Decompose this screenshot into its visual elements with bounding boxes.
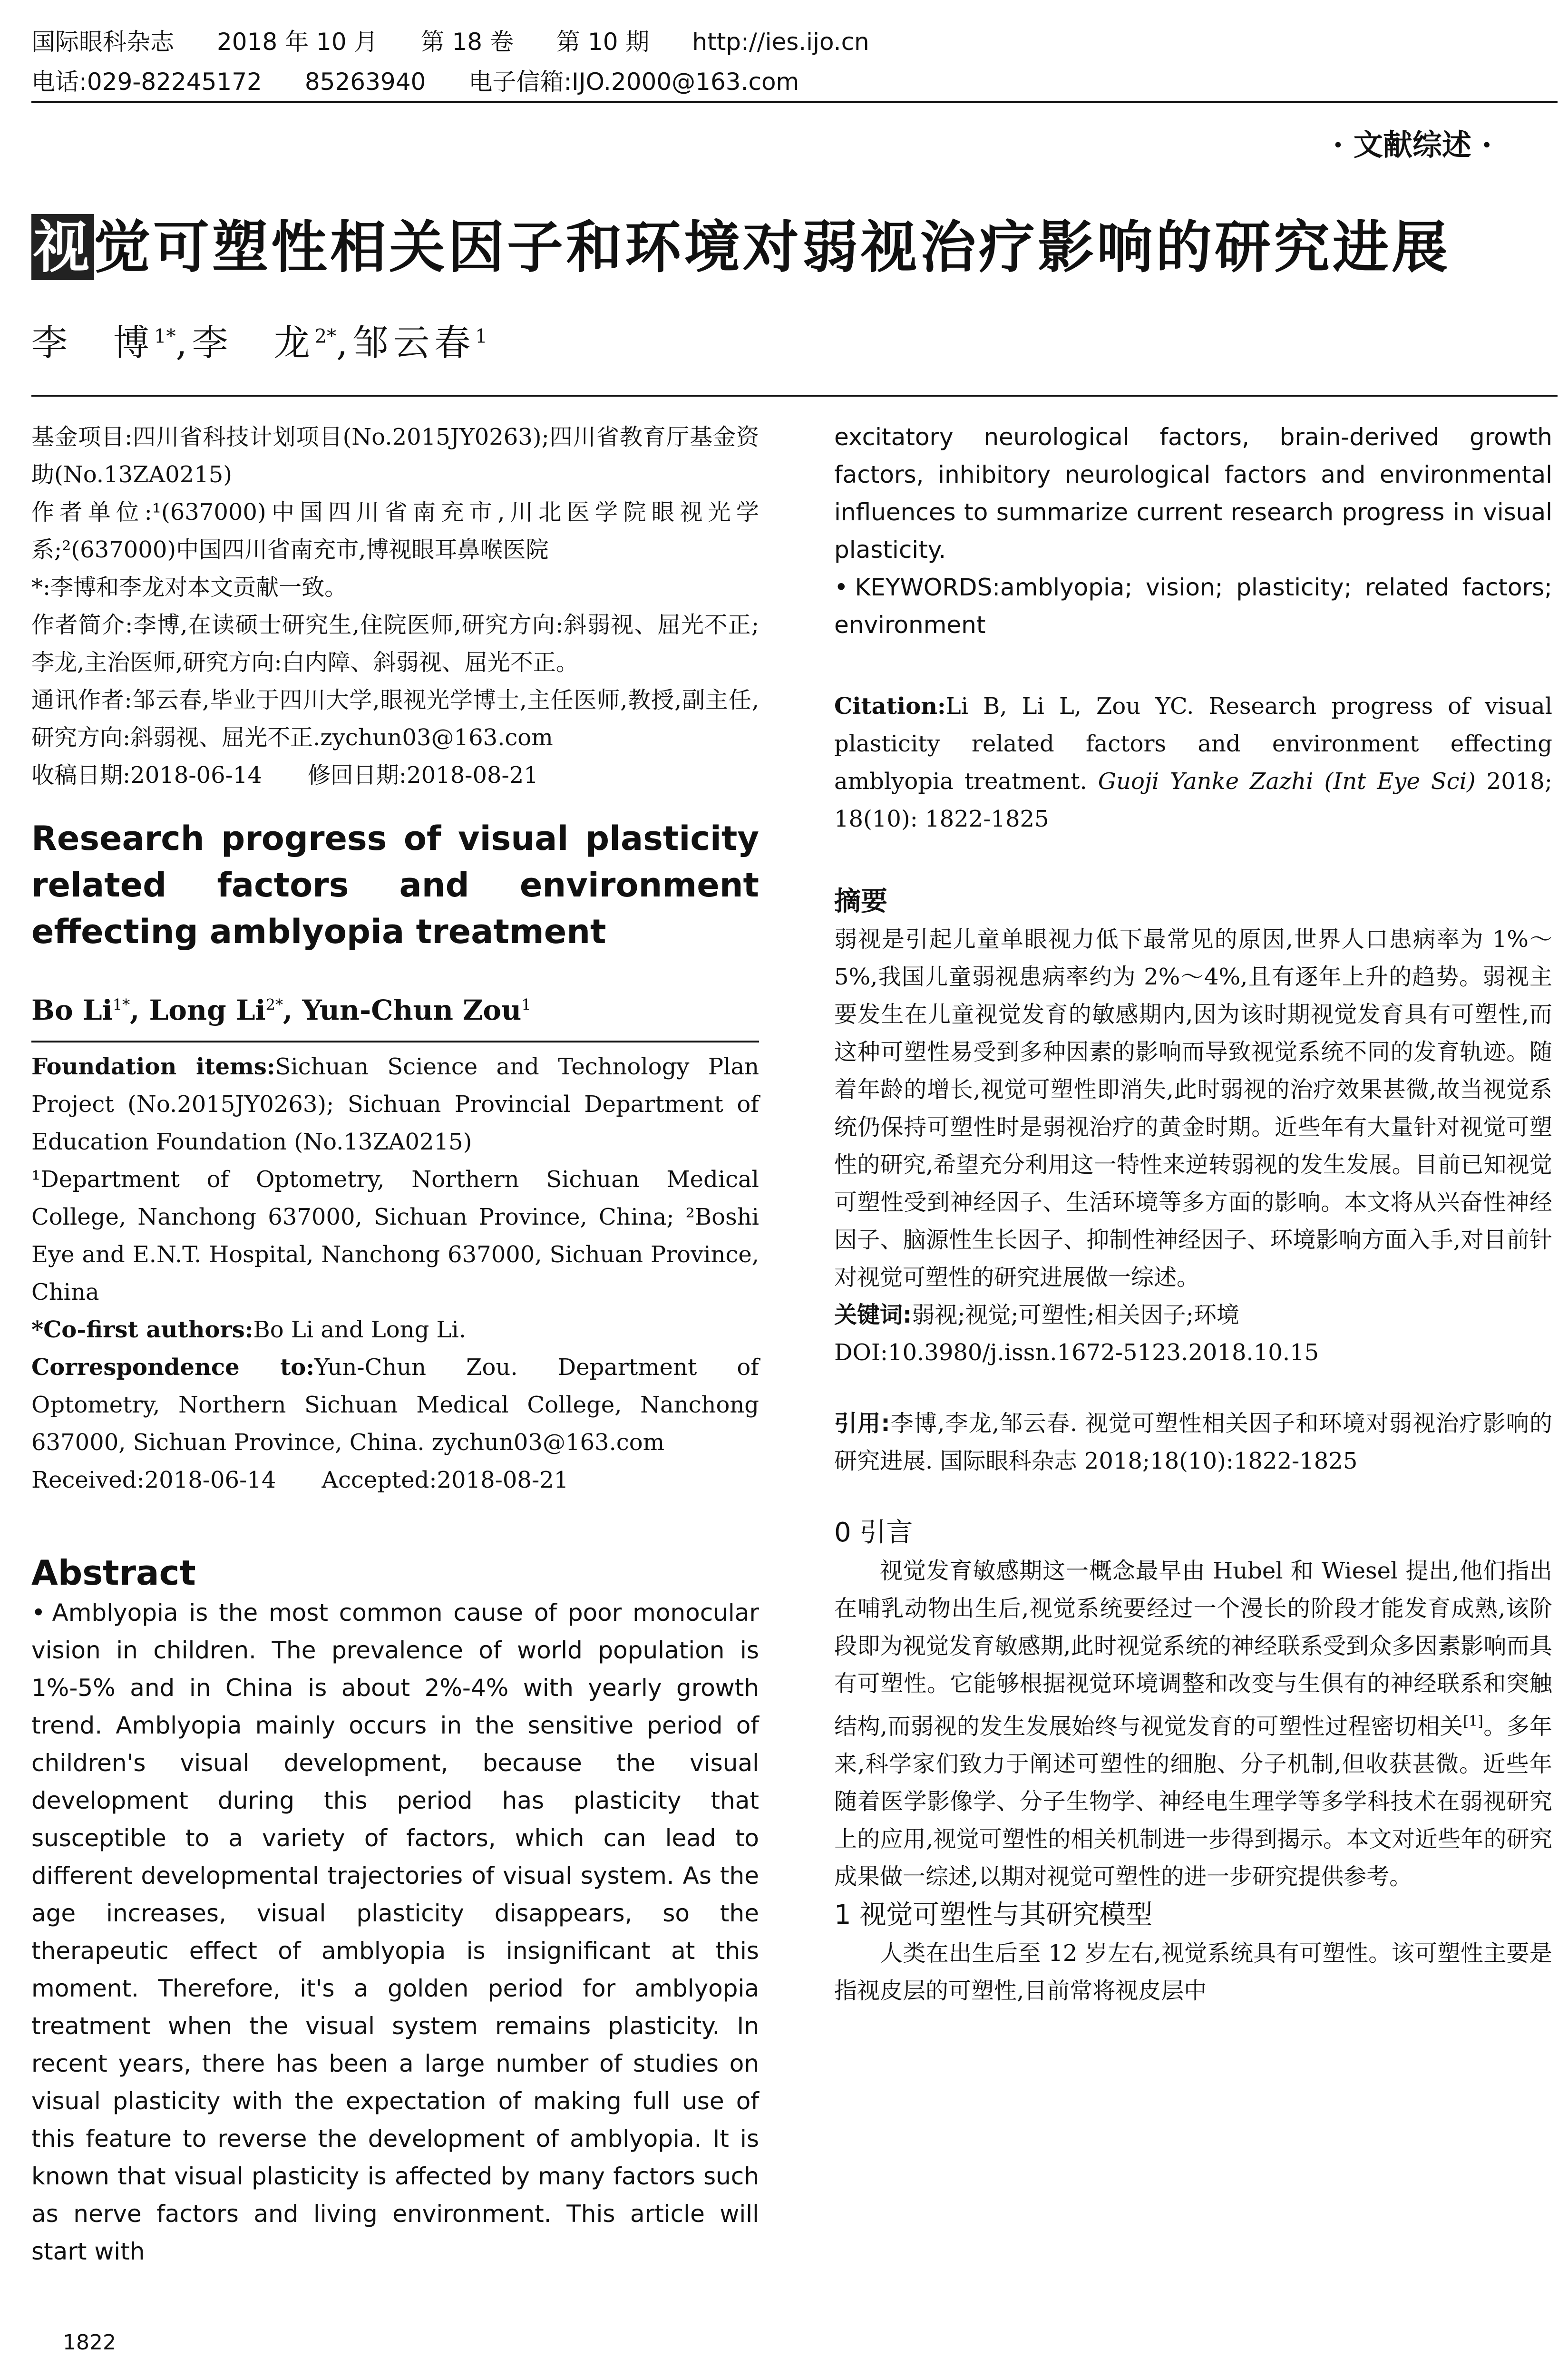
right-column xyxy=(834,419,1552,2010)
section-0-heading: 0 引言 xyxy=(834,1517,913,1548)
journal-header-line-2 xyxy=(31,63,842,97)
english-title: Research progress of visual plasticity related factors and environment effecting amblyopia treatment xyxy=(31,819,759,951)
article-title xyxy=(31,202,1451,283)
volume: 第 18 卷 xyxy=(420,28,514,56)
title-rest: 觉可塑性相关因子和环境对弱视治疗影响的研究进展 xyxy=(94,214,1451,280)
en-author-3: , Yun-Chun Zou xyxy=(283,994,522,1026)
en-author-2-mark: 2* xyxy=(265,995,283,1014)
section-tag: · 文献综述 · xyxy=(1333,127,1492,162)
citation-text-1: Li B, Li L, Zou YC. Research progress of visual plasticity related factors and environment effecting amblyopia treatment. xyxy=(834,693,1552,795)
zh-keywords-label: 关键词: xyxy=(834,1302,912,1328)
citation-cn-text: 李博,李龙,邹云春. 视觉可塑性相关因子和环境对弱视治疗影响的研究进展. 国际眼科杂志 2018;18(10):1822-1825 xyxy=(834,1410,1552,1474)
section-0-text-a: 视觉发育敏感期这一概念最早由 Hubel 和 Wiesel 提出,他们指出在哺乳动物出生后,视觉系统要经过一个漫长的阶段才能发育成熟,该阶段即为视觉发育敏感期,此时视觉系统的神经联系受到众多因素影响而具有可塑性。它能够根据视觉环境调整和改变与生俱有的神经联系和突触结构,而弱视的发生发展始终与视觉发育的可塑性过程密切相关 xyxy=(834,1558,1552,1740)
left-column xyxy=(31,419,759,2270)
abstract-continued: excitatory neurological factors, brain-derived growth factors, inhibitory neurological factors and environmental influences to summarize current research progress in visual plasticity. xyxy=(834,423,1552,564)
keywords-en xyxy=(834,569,1552,644)
en-author-1: Bo Li xyxy=(31,994,113,1026)
zh-keywords-text: 弱视;视觉;可塑性;相关因子;环境 xyxy=(912,1302,1239,1328)
issue-date: 2018 年 10 月 xyxy=(217,28,378,56)
issue-number: 第 10 期 xyxy=(556,28,650,56)
correspondence-en-label: Correspondence to: xyxy=(31,1354,315,1381)
authors-cn xyxy=(31,314,487,366)
keywords-en-label: KEYWORDS: xyxy=(855,574,1001,601)
section-0-text-b: 。多年来,科学家们致力于阐述可塑性的细胞、分子机制,但收获甚微。近些年随着医学影像学、分子生物学、神经电生理学等多学科技术在弱视研究上的应用,视觉可塑性的相关机制进一步得到揭示。本文对近些年的研究成果做一综述,以期对视觉可塑性的进一步研究提供参考。 xyxy=(834,1713,1552,1890)
affiliation-en: ¹Department of Optometry, Northern Sichuan Medical College, Nanchong 637000, Sichuan Province, China; ²Boshi Eye and E.N.T. Hospital, Nanchong 637000, Sichuan Province, China xyxy=(31,1166,759,1305)
citation-text-2: 2018; 18(10): 1822-1825 xyxy=(834,768,1552,832)
journal-url[interactable]: http://ies.ijo.cn xyxy=(692,28,869,56)
keywords-bullet: • xyxy=(834,574,848,601)
en-author-2: , Long Li xyxy=(130,994,266,1026)
meta-cn xyxy=(31,419,759,794)
citation-cn-label: 引用: xyxy=(834,1410,890,1437)
dates-cn: 收稿日期:2018-06-14 修回日期:2018-08-21 xyxy=(31,762,538,789)
abstract-heading: Abstract xyxy=(31,1553,196,1593)
foundation-en-text: Sichuan Science and Technology Plan Project (No.2015JY0263); Sichuan Provincial Department of Education Foundation (No.13ZA0215) xyxy=(31,1053,760,1155)
header-divider xyxy=(31,101,1558,103)
foundation-en-label: Foundation items: xyxy=(31,1053,275,1080)
cofirst-en-text: Bo Li and Long Li. xyxy=(253,1316,467,1343)
keywords-en-text: amblyopia; vision; plasticity; related factors; environment xyxy=(834,574,1552,639)
cofirst-en-label: *Co-first authors: xyxy=(31,1316,253,1343)
cofirst-en xyxy=(31,1311,759,1349)
zh-abstract-heading: 摘要 xyxy=(834,886,887,917)
email[interactable]: 电子信箱:IJO.2000@163.com xyxy=(468,68,799,96)
author-bio-cn: 作者简介:李博,在读硕士研究生,住院医师,研究方向:斜弱视、屈光不正;李龙,主治医师,研究方向:白内障、斜弱视、屈光不正。 xyxy=(31,612,759,676)
section-1-heading: 1 视觉可塑性与其研究模型 xyxy=(834,1900,1153,1930)
received-accepted-en: Received:2018-06-14 Accepted:2018-08-21 xyxy=(31,1467,569,1493)
page-number: 1822 xyxy=(63,2330,116,2355)
author-1: 李 博 xyxy=(31,321,154,364)
citation-en xyxy=(834,688,1552,838)
correspondence-cn: 通讯作者:邹云春,毕业于四川大学,眼视光学博士,主任医师,教授,副主任,研究方向:斜弱视、屈光不正.zychun03@163.com xyxy=(31,687,759,751)
journal-header-line-1 xyxy=(31,23,912,57)
correspondence-en xyxy=(31,1349,759,1461)
zh-abstract-body: 弱视是引起儿童单眼视力低下最常见的原因,世界人口患病率为 1%～5%,我国儿童弱视患病率约为 2%～4%,且有逐年上升的趋势。弱视主要发生在儿童视觉发育的敏感期内,因为该时期视觉发育具有可塑性,而这种可塑性易受到多种因素的影响而导致视觉系统不同的发育轨迹。随着年龄的增长,视觉可塑性即消失,此时弱视的治疗效果甚微,故当视觉系统仍保持可塑性时是弱视治疗的黄金时期。近些年有大量针对视觉可塑性的研究,希望充分利用这一特性来逆转弱视的发生发展。目前已知视觉可塑性受到神经因子、生活环境等多方面的影响。本文将从兴奋性神经因子、脑源性生长因子、抑制性神经因子、环境影响方面入手,对目前针对视觉可塑性的研究进展做一综述。 xyxy=(834,926,1552,1291)
section-1-paragraph: 人类在出生后至 12 岁左右,视觉系统具有可塑性。该可塑性主要是指视皮层的可塑性,目前常将视皮层中 xyxy=(834,1940,1552,2004)
english-meta-divider xyxy=(31,1041,759,1042)
section-0-paragraph xyxy=(834,1552,1552,1896)
en-author-1-mark: 1* xyxy=(112,995,130,1014)
title-divider xyxy=(31,395,1558,397)
author-1-mark: 1* xyxy=(154,325,176,348)
phone: 电话:029-82245172 xyxy=(31,68,262,96)
title-first-char: 视 xyxy=(31,214,94,280)
reference-1-link[interactable]: [1] xyxy=(1463,1713,1483,1730)
english-meta xyxy=(31,1048,759,1499)
author-3-mark: 1 xyxy=(475,325,487,348)
en-author-3-mark: 1 xyxy=(521,995,531,1014)
zh-keywords xyxy=(834,1296,1552,1334)
phone-2: 85263940 xyxy=(304,68,426,96)
citation-label: Citation: xyxy=(834,693,946,720)
citation-journal: Guoji Yanke Zazhi (Int Eye Sci) xyxy=(1098,768,1476,795)
author-3: ,邹云春 xyxy=(336,321,476,364)
correspondence-en-text: Yun-Chun Zou. Department of Optometry, Northern Sichuan Medical College, Nanchong 637000, Sichuan Province, China. zychun03@163.com xyxy=(31,1354,760,1456)
foundation-cn: 基金项目:四川省科技计划项目(No.2015JY0263);四川省教育厅基金资助(No.13ZA0215) xyxy=(31,424,759,488)
abstract-bullet: • xyxy=(31,1599,46,1627)
author-2: ,李 龙 xyxy=(175,321,315,364)
foundation-en xyxy=(31,1048,759,1161)
cofirst-note-cn: *:李博和李龙对本文贡献一致。 xyxy=(31,574,348,601)
abstract-text: Amblyopia is the most common cause of poor monocular vision in children. The prevalence of world population is 1%-5% and in China is about 2%-4% with yearly growth trend. Amblyopia mainly occurs in the sensitive period of children's visual development, because the visual development during this period has plasticity that susceptible to a variety of factors, which can lead to different developmental trajectories of visual system. As the age increases, visual plasticity disappears, so the therapeutic effect of amblyopia is insignificant at this moment. Therefore, it's a golden period for amblyopia treatment when the visual system remains plasticity. In recent years, there has been a large number of studies on visual plasticity with the expectation of making full use of this feature to reverse the development of amblyopia. It is known that visual plasticity is affected by many factors such as nerve factors and living environment. This article will start with xyxy=(31,1599,759,2265)
abstract-body xyxy=(31,1594,759,2270)
english-authors xyxy=(31,994,759,1026)
journal-name: 国际眼科杂志 xyxy=(31,28,174,56)
doi[interactable]: DOI:10.3980/j.issn.1672-5123.2018.10.15 xyxy=(834,1339,1319,1366)
affiliation-cn: 作者单位:¹(637000)中国四川省南充市,川北医学院眼视光学系;²(637000)中国四川省南充市,博视眼耳鼻喉医院 xyxy=(31,499,759,563)
citation-cn xyxy=(834,1405,1552,1480)
author-2-mark: 2* xyxy=(314,325,337,348)
